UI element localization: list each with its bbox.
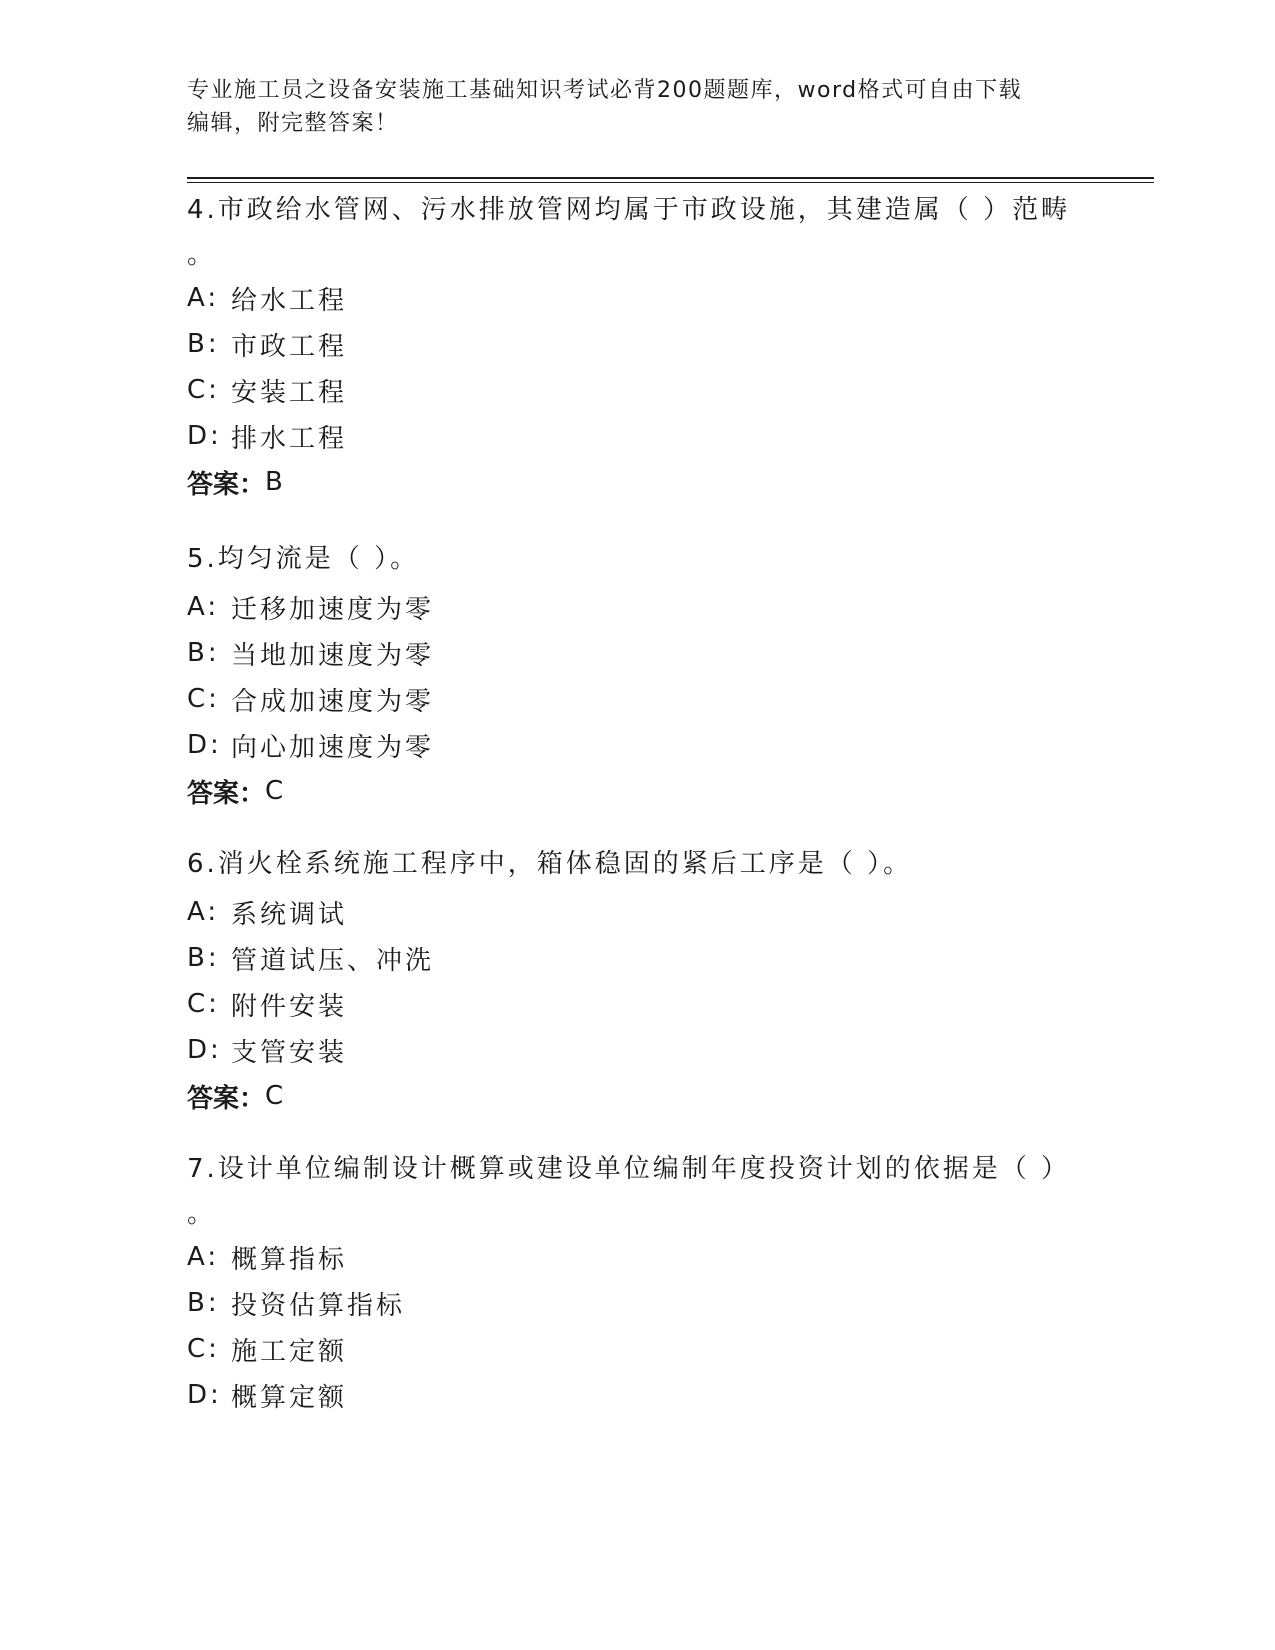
- option-text: 迁移加速度为零: [231, 594, 435, 625]
- option-letter: D:: [187, 1380, 222, 1410]
- option-text: 概算定额: [231, 1382, 348, 1413]
- option-a: [187, 275, 1107, 321]
- option-d: [187, 1372, 1107, 1418]
- option-d: [187, 722, 1107, 768]
- option-text: 安装工程: [231, 377, 348, 408]
- option-text: 给水工程: [231, 285, 348, 316]
- header-line-1: 专业施工员之设备安装施工基础知识考试必背200题题库，word格式可自由下载: [187, 78, 1023, 103]
- answer-label: 答案：: [187, 1083, 266, 1114]
- option-a: [187, 1234, 1107, 1280]
- option-b: [187, 321, 1107, 367]
- question-stem: 7.设计单位编制设计概算或建设单位编制年度投资计划的依据是（ ）: [187, 1154, 1071, 1184]
- option-text: 投资估算指标: [231, 1290, 406, 1321]
- header-rule-thick: [187, 177, 1154, 179]
- document-header: [187, 74, 1087, 140]
- option-text: 合成加速度为零: [231, 686, 435, 717]
- question-stem-continuation: 。: [187, 240, 214, 270]
- question-7: [187, 1145, 1107, 1418]
- question-stem-continuation: 。: [187, 1199, 214, 1229]
- option-letter: B:: [187, 329, 220, 359]
- question-4: [187, 186, 1107, 505]
- option-letter: D:: [187, 421, 222, 451]
- header-rule-thin: [187, 182, 1154, 183]
- option-letter: B:: [187, 943, 220, 973]
- answer-value: C: [265, 1081, 284, 1111]
- option-letter: B:: [187, 638, 220, 668]
- answer: [187, 1073, 1107, 1119]
- option-letter: C:: [187, 989, 220, 1019]
- answer-value: C: [265, 776, 284, 806]
- question-5: [187, 535, 1107, 814]
- option-c: [187, 981, 1107, 1027]
- option-a: [187, 584, 1107, 630]
- option-text: 排水工程: [231, 423, 348, 454]
- option-letter: A:: [187, 1242, 220, 1272]
- option-text: 当地加速度为零: [231, 640, 435, 671]
- option-a: [187, 889, 1107, 935]
- option-c: [187, 1326, 1107, 1372]
- option-letter: C:: [187, 375, 220, 405]
- option-letter: B:: [187, 1288, 220, 1318]
- option-d: [187, 1027, 1107, 1073]
- question-stem: 4.市政给水管网、污水排放管网均属于市政设施，其建造属（ ）范畴: [187, 195, 1071, 225]
- question-stem: 6.消火栓系统施工程序中，箱体稳固的紧后工序是（ ）。: [187, 849, 913, 879]
- option-c: [187, 367, 1107, 413]
- option-letter: D:: [187, 730, 222, 760]
- option-text: 施工定额: [231, 1336, 348, 1367]
- option-letter: A:: [187, 897, 220, 927]
- option-b: [187, 1280, 1107, 1326]
- option-text: 管道试压、冲洗: [231, 945, 435, 976]
- answer: [187, 459, 1107, 505]
- option-text: 向心加速度为零: [231, 732, 435, 763]
- option-letter: A:: [187, 283, 220, 313]
- option-c: [187, 676, 1107, 722]
- option-text: 支管安装: [231, 1037, 348, 1068]
- answer-label: 答案：: [187, 778, 266, 809]
- option-text: 系统调试: [231, 899, 348, 930]
- option-text: 市政工程: [231, 331, 348, 362]
- option-text: 附件安装: [231, 991, 348, 1022]
- question-6: [187, 840, 1107, 1119]
- option-b: [187, 935, 1107, 981]
- option-d: [187, 413, 1107, 459]
- answer-value: B: [265, 467, 283, 497]
- header-line-2: 编辑，附完整答案！: [187, 111, 399, 136]
- answer-label: 答案：: [187, 469, 266, 500]
- option-letter: C:: [187, 1334, 220, 1364]
- option-letter: C:: [187, 684, 220, 714]
- answer: [187, 768, 1107, 814]
- option-letter: A:: [187, 592, 220, 622]
- question-stem: 5.均匀流是（ ）。: [187, 544, 420, 574]
- option-text: 概算指标: [231, 1244, 348, 1275]
- option-b: [187, 630, 1107, 676]
- option-letter: D:: [187, 1035, 222, 1065]
